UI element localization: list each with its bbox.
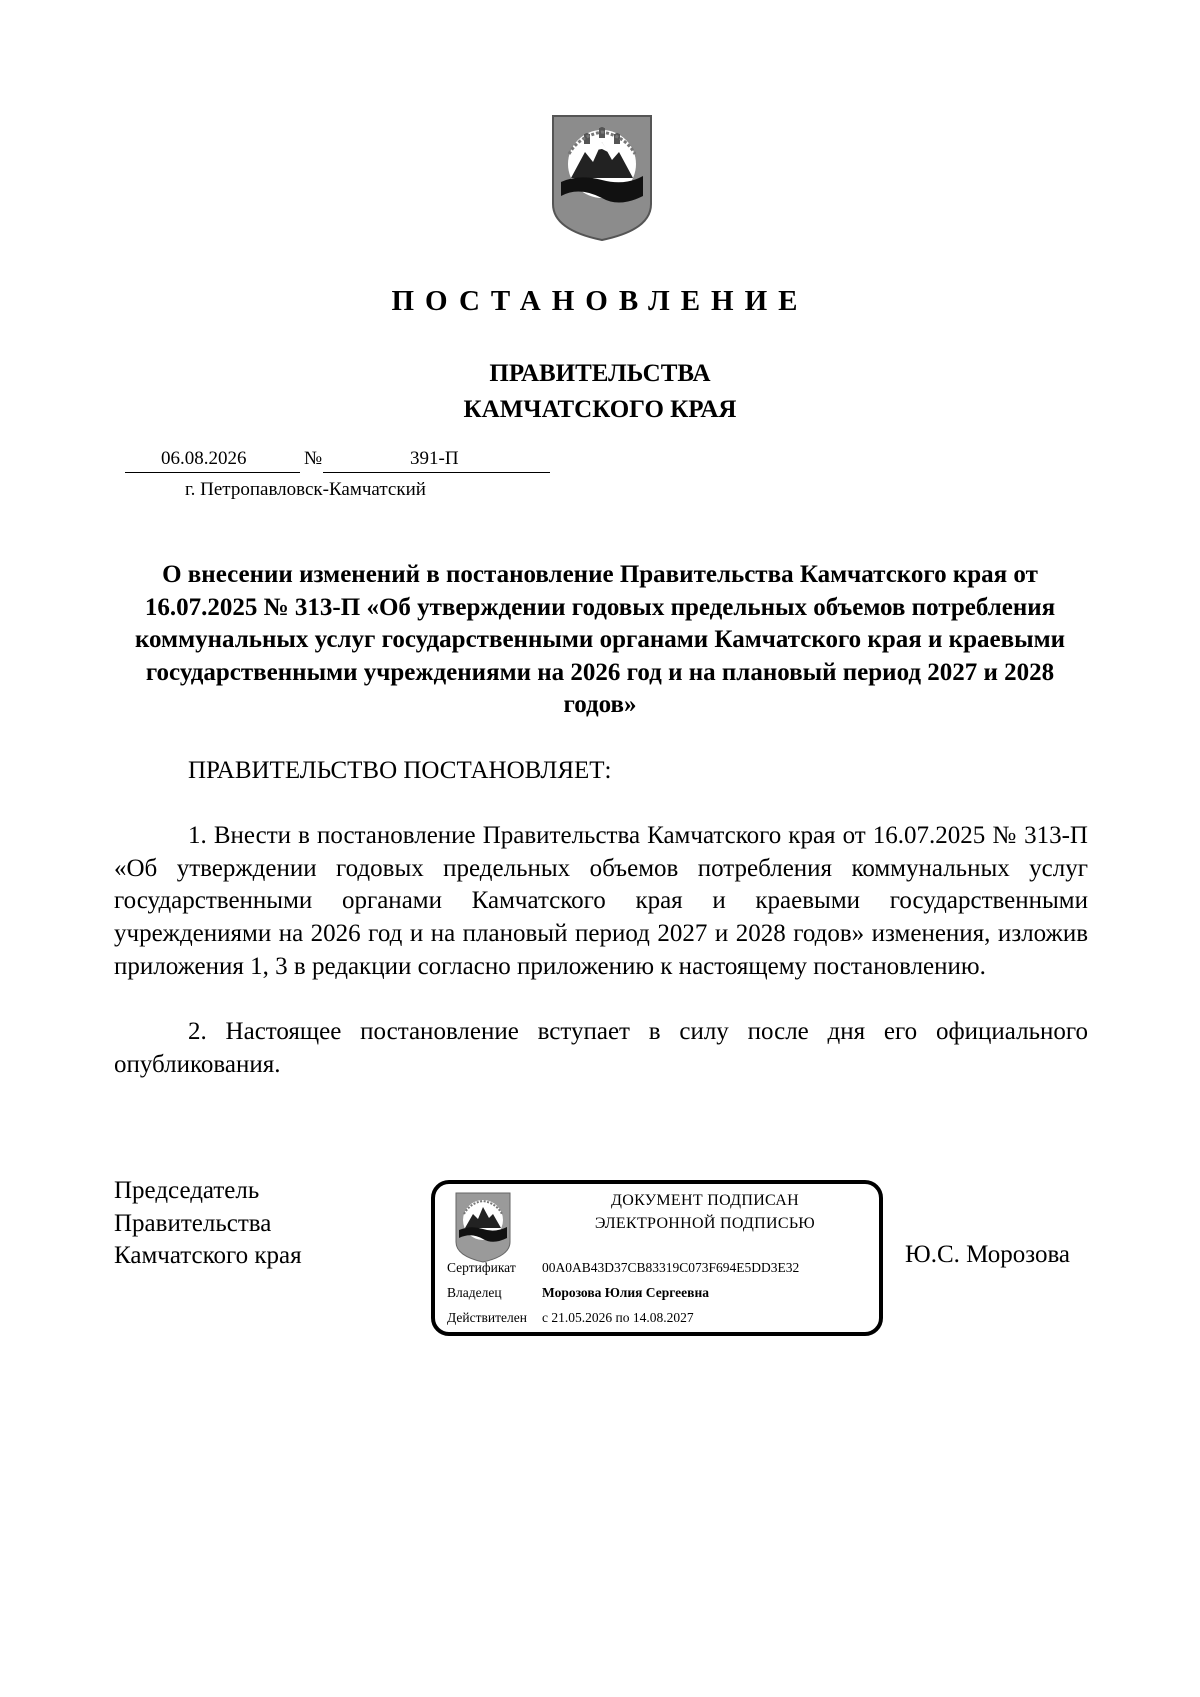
paragraph-2: 2. Настоящее постановление вступает в силу после дня его официального опубликования. — [114, 1018, 1088, 1078]
city: г. Петропавловск-Камчатский — [185, 479, 426, 500]
signer-name: Ю.С. Морозова — [905, 1241, 1071, 1268]
stamp-owner-row — [447, 1285, 709, 1301]
stamp-emblem-icon — [453, 1190, 513, 1264]
issuer-name — [0, 356, 1200, 428]
document-type-title: ПОСТАНОВЛЕНИЕ — [391, 285, 809, 317]
document-number: 391-П — [410, 448, 459, 469]
validity-value: с 21.05.2026 по 14.08.2027 — [542, 1310, 694, 1325]
certificate-value: 00A0AB43D37CB83319C073F694E5DD3E32 — [542, 1260, 800, 1275]
electronic-signature-stamp — [431, 1180, 883, 1336]
signer-title-line-3: Камчатского края — [114, 1242, 302, 1270]
document-date: 06.08.2026 — [161, 448, 247, 469]
certificate-label: Сертификат — [447, 1260, 516, 1275]
resolves-heading: ПРАВИТЕЛЬСТВО ПОСТАНОВЛЯЕТ: — [188, 757, 612, 784]
paragraph-1: 1. Внести в постановление Правительства Камчатского края от 16.07.2025 № 313-П «Об утверждении годовых предельных объемов потребления коммунальных услуг государственными органами Камчатского края и краевыми государственными учреждениями на 2026 год и на плановый период 2027 и 2028 годов» изменения, изложив приложения 1, 3 в редакции согласно приложению к настоящему постановлению. — [114, 822, 1088, 980]
stamp-header-line-2: ЭЛЕКТРОННОЙ ПОДПИСЬЮ — [594, 1215, 816, 1232]
document-subject: О внесении изменений в постановление Правительства Камчатского края от 16.07.2025 № 313-П «Об утверждении годовых предельных объемов потребления коммунальных услуг государственными органами Камчатского края и краевыми государственными учреждениями на 2026 год и на плановый период 2027 и 2028 годов» — [134, 561, 1066, 718]
owner-label: Владелец — [447, 1285, 502, 1300]
stamp-certificate-row — [447, 1260, 799, 1276]
signer-title-line-1: Председатель — [114, 1177, 260, 1204]
validity-label: Действителен — [447, 1310, 527, 1325]
owner-value: Морозова Юлия Сергеевна — [542, 1285, 709, 1300]
stamp-header-line-1: ДОКУМЕНТ ПОДПИСАН — [611, 1192, 799, 1209]
number-sign: № — [304, 448, 323, 469]
issuer-line-1: ПРАВИТЕЛЬСТВА — [489, 360, 711, 387]
stamp-validity-row — [447, 1310, 694, 1326]
date-number-line — [125, 448, 550, 473]
issuer-line-2: КАМЧАТСКОГО КРАЯ — [463, 396, 737, 423]
signer-title — [114, 1175, 302, 1273]
coat-of-arms-icon — [549, 112, 655, 244]
signer-title-line-2: Правительства — [114, 1209, 272, 1237]
